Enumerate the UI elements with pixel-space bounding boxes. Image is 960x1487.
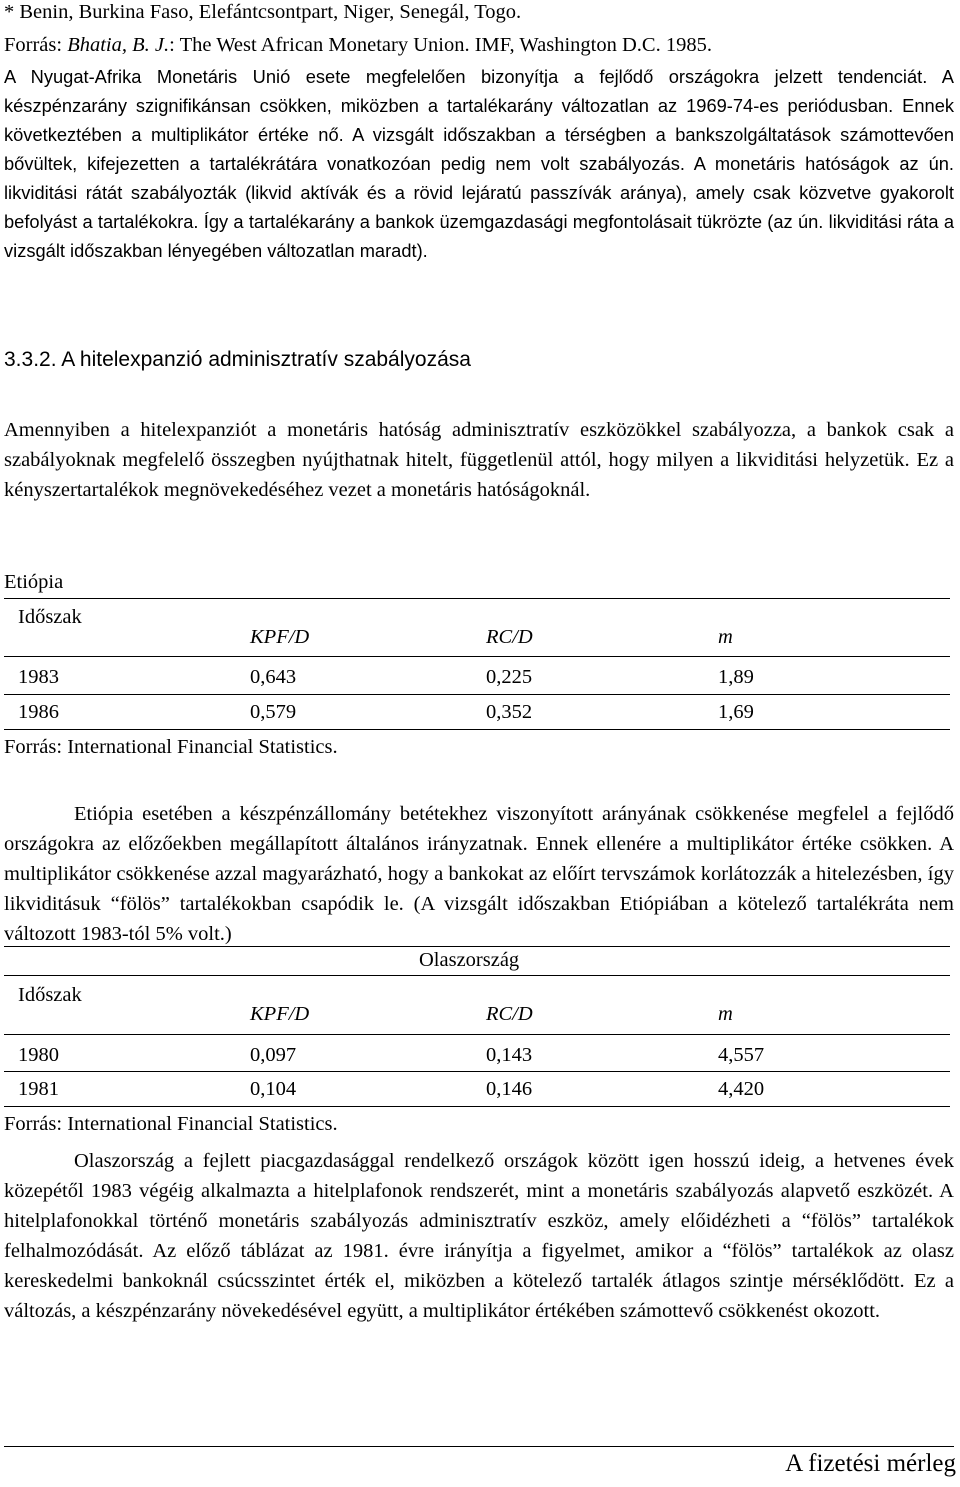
table1-row-rule — [4, 694, 950, 695]
source-author: Bhatia, B. J. — [67, 34, 170, 56]
table-row: 1986 0,579 0,352 1,69 — [18, 701, 754, 723]
table-row: 1980 0,097 0,143 4,557 — [18, 1044, 765, 1066]
table1-country: Etiópia — [4, 571, 64, 593]
column-header-m: m — [718, 1003, 733, 1025]
column-header-rc: RC/D — [486, 626, 533, 648]
table1-bottom-rule — [4, 729, 950, 730]
table2-country-rule — [4, 975, 950, 976]
table1-period-header: Időszak — [18, 606, 82, 628]
footer-title: A fizetési mérleg — [785, 1450, 956, 1477]
section-paragraph: Amennyiben a hitelexpanziót a monetáris hatóság adminisztratív eszközökkel szabályozza, a bankok csak a szabályoknak megfelelő összegben nyújthatnak hitelt, függetlenül attól, hogy milyen a likviditási helyzetük. Ez a kényszertartalékok megnövekedéséhez vezet a monetáris hatóságoknál. — [4, 419, 954, 501]
table-row: 1983 0,643 0,225 1,89 — [18, 666, 754, 688]
table1-header-row — [4, 622, 950, 652]
table-row: 1981 0,104 0,146 4,420 — [18, 1078, 765, 1100]
country-footnote — [4, 0, 954, 27]
table1-source: Forrás: International Financial Statistics. — [4, 736, 338, 758]
table2-period-header: Időszak — [18, 984, 82, 1006]
table1-header-rule — [4, 656, 950, 657]
table2-source: Forrás: International Financial Statistics. — [4, 1113, 338, 1135]
column-header-kpf: KPF/D — [250, 626, 310, 648]
ethiopia-paragraph: Etiópia esetében a készpénzállomány betétekhez viszonyított arányának csökkenése megfelel a fejlődő országokra az előzőekben megállapított általános irányzatnak. Ennek ellenére a multiplikátor értéke csökken. A multiplikátor csökkenése azzal magyarázható, hogy a bankokat az előírt tervszámok korlátozzák a hitelezésben, így likviditásuk “fölös” tartalékokban csapódik le. (A vizsgált időszakban Etiópiában a kötelező tartalékráta nem változott 1983-tól 5% volt.) — [4, 803, 954, 945]
footer-rule — [4, 1446, 954, 1447]
footnote-line: * Benin, Burkina Faso, Elefántcsontpart, Niger, Senegál, Togo. — [4, 1, 522, 23]
table2-country: Olaszország — [419, 949, 520, 971]
column-header-kpf: KPF/D — [250, 1003, 310, 1025]
source-citation: Forrás: Bhatia, B. J.: The West African Monetary Union. IMF, Washington D.C. 1985. — [4, 34, 712, 56]
column-header-m: m — [718, 626, 733, 648]
table1-top-rule — [4, 598, 950, 599]
table2-row-rule — [4, 1071, 950, 1072]
section-heading: 3.3.2. A hitelexpanzió adminisztratív szabályozása — [4, 348, 471, 371]
table2-header-row — [4, 999, 950, 1029]
west-africa-paragraph: A Nyugat-Afrika Monetáris Unió esete megfelelően bizonyítja a fejlődő országokra jelzett tendenciát. A készpénzarány szignifikánsan csökken, miközben a tartalékarány változatlan az 1969-74-es periódusban. Ennek következtében a multiplikátor értéke nő. A vizsgált időszakban a térségben a bankszolgáltatások számottevően bővültek, kifejezetten a tartalékrátára vonatkozóan pedig nem volt szabályozás. A monetáris hatóságok az ún. likviditási rátát szabályozták (likvid aktívák és a rövid lejáratú passzívák aránya), amely csak közvetve gyakorolt befolyást a tartalékokra. Így a tartalékarány a bankok üzemgazdasági megfontolásait tükrözte (az ún. likviditási ráta a vizsgált időszakban lényegében változatlan maradt). — [4, 66, 954, 261]
table2-bottom-rule — [4, 1106, 950, 1107]
italy-paragraph: Olaszország a fejlett piacgazdasággal rendelkező országok között igen hosszú ideig, a hetvenes évek közepétől 1983 végéig alkalmazta a hitelplafonok rendszerét, mint a monetáris szabályozás alapvető eszközét. A hitelplafonokkal történő monetáris szabályozás adminisztratív eszköz, amely előidézheti a “fölös” tartalékok felhalmozódását. Az előző táblázat az 1981. évre irányítja a figyelmet, amikor a “fölös” tartalékok az olasz kereskedelmi bankoknál csúcsszintet érték el, miközben a kötelező tartalék átlagos szintje mérséklődött. Ez a változás, a készpénzarány növekedésével együtt, a multiplikátor értékében számottevő csökkenést okozott. — [4, 1150, 954, 1322]
column-header-rc: RC/D — [486, 1003, 533, 1025]
table2-header-rule — [4, 1034, 950, 1035]
